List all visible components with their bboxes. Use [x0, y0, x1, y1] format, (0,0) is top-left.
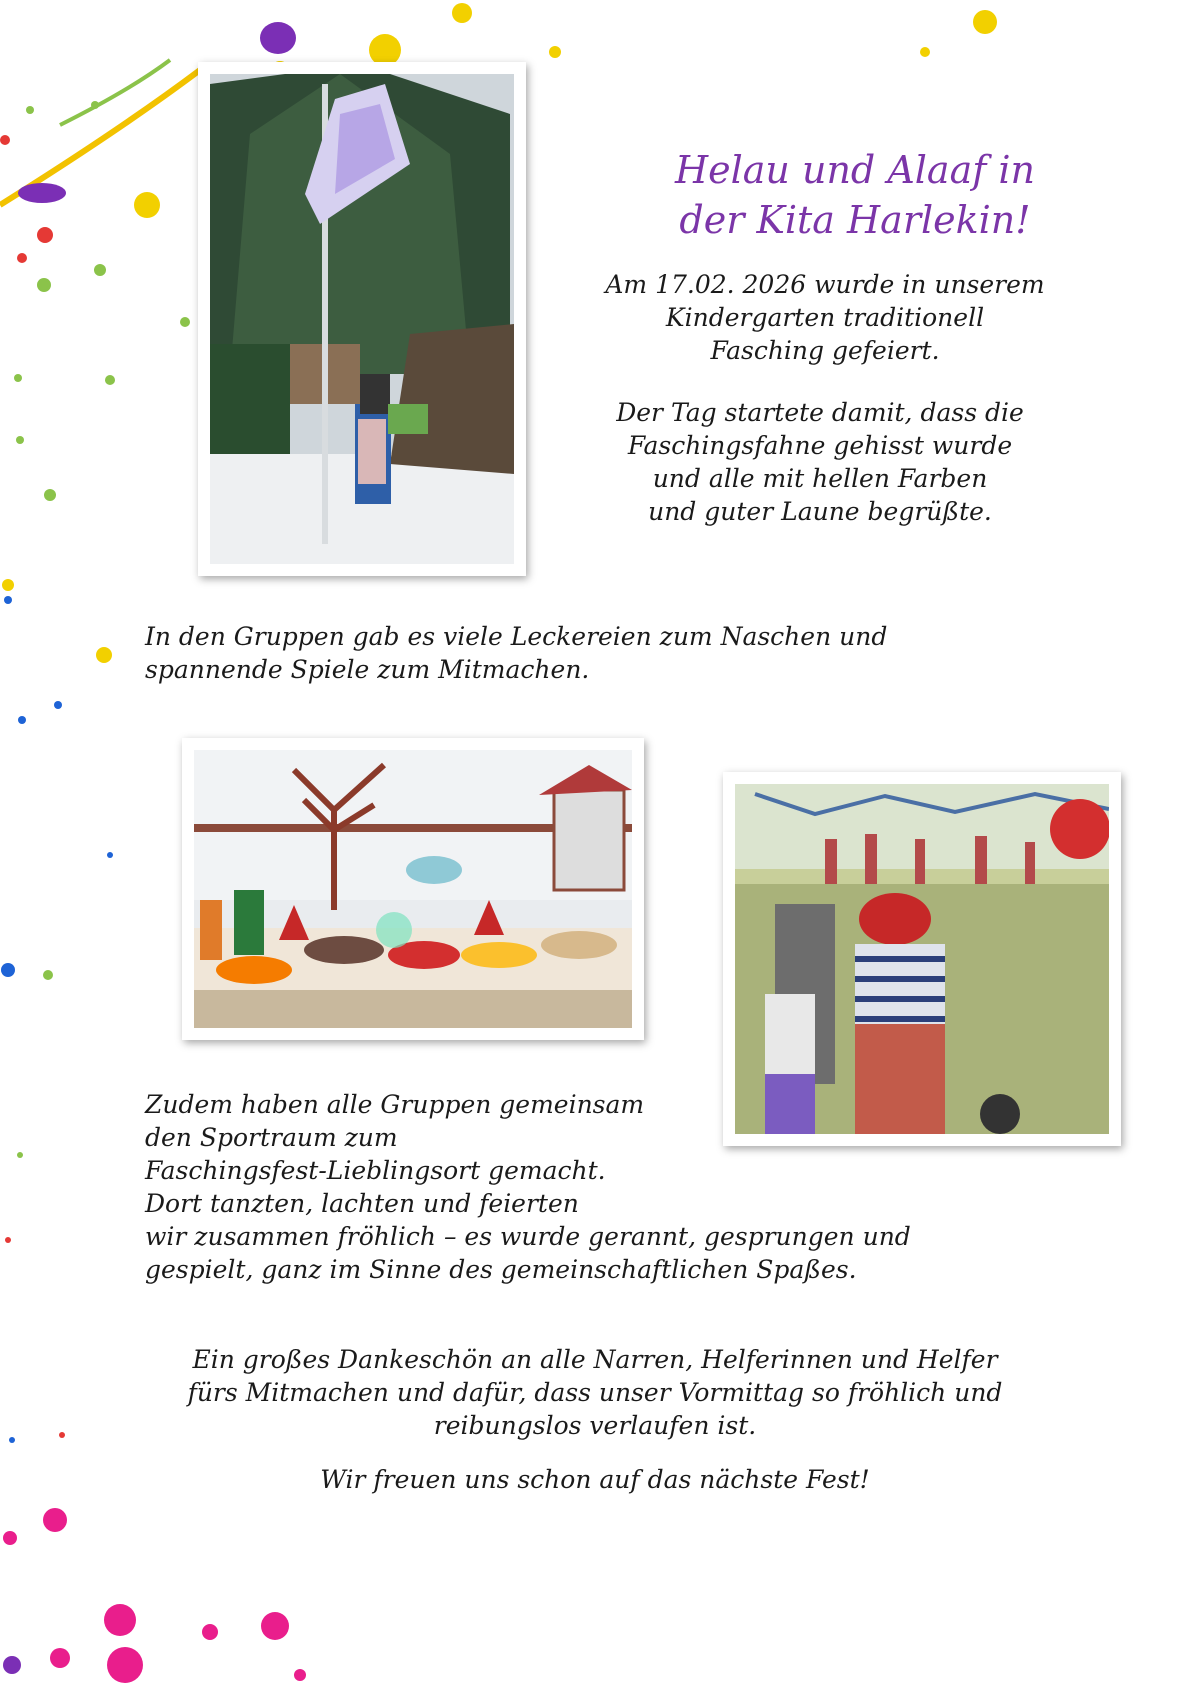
thanks-paragraph: [110, 1343, 1080, 1442]
intro-line: Kindergarten traditionell: [665, 303, 985, 332]
closing-line: Wir freuen uns schon auf das nächste Fest!: [320, 1465, 870, 1494]
intro-line: Fasching gefeiert.: [710, 336, 940, 365]
thanks-line: reibungslos verlaufen ist.: [433, 1411, 757, 1440]
thanks-line: Ein großes Dankeschön an alle Narren, Helferinnen und Helfer: [192, 1345, 998, 1374]
flag-hoisting-image: [210, 74, 514, 564]
groups-line: spannende Spiele zum Mitmachen.: [145, 655, 590, 684]
title-line: der Kita Harlekin!: [679, 198, 1031, 242]
page-title: [620, 145, 1090, 245]
title-line: Helau und Alaaf in: [674, 148, 1036, 192]
sportraum-line: Dort tanzten, lachten und feierten: [145, 1189, 579, 1218]
sportraum-line: wir zusammen fröhlich – es wurde gerannt, gesprungen und: [145, 1222, 911, 1251]
photo-snack-buffet: [182, 738, 644, 1040]
thanks-line: fürs Mitmachen und dafür, dass unser Vormittag so fröhlich und: [187, 1378, 1003, 1407]
intro-paragraph: [560, 268, 1090, 367]
sportraum-line: gespielt, ganz im Sinne des gemeinschaftlichen Spaßes.: [145, 1255, 857, 1284]
flag-line: Faschingsfahne gehisst wurde: [627, 431, 1013, 460]
flag-line: Der Tag startete damit, dass die: [616, 398, 1024, 427]
gym-party-image: [735, 784, 1109, 1134]
groups-line: In den Gruppen gab es viele Leckereien zum Naschen und: [145, 622, 888, 651]
groups-paragraph: [145, 620, 1025, 686]
sportraum-line: Faschingsfest-Lieblingsort gemacht.: [145, 1156, 606, 1185]
sportraum-line: Zudem haben alle Gruppen gemeinsam: [145, 1090, 645, 1119]
flag-line: und alle mit hellen Farben: [652, 464, 988, 493]
intro-line: Am 17.02. 2026 wurde in unserem: [605, 270, 1045, 299]
photo-flag-hoisting: [198, 62, 526, 576]
snack-buffet-image: [194, 750, 632, 1028]
flag-line: und guter Laune begrüßte.: [648, 497, 992, 526]
sportraum-paragraph: [145, 1088, 1045, 1286]
sportraum-line: den Sportraum zum: [145, 1123, 398, 1152]
flag-paragraph: [560, 396, 1080, 528]
